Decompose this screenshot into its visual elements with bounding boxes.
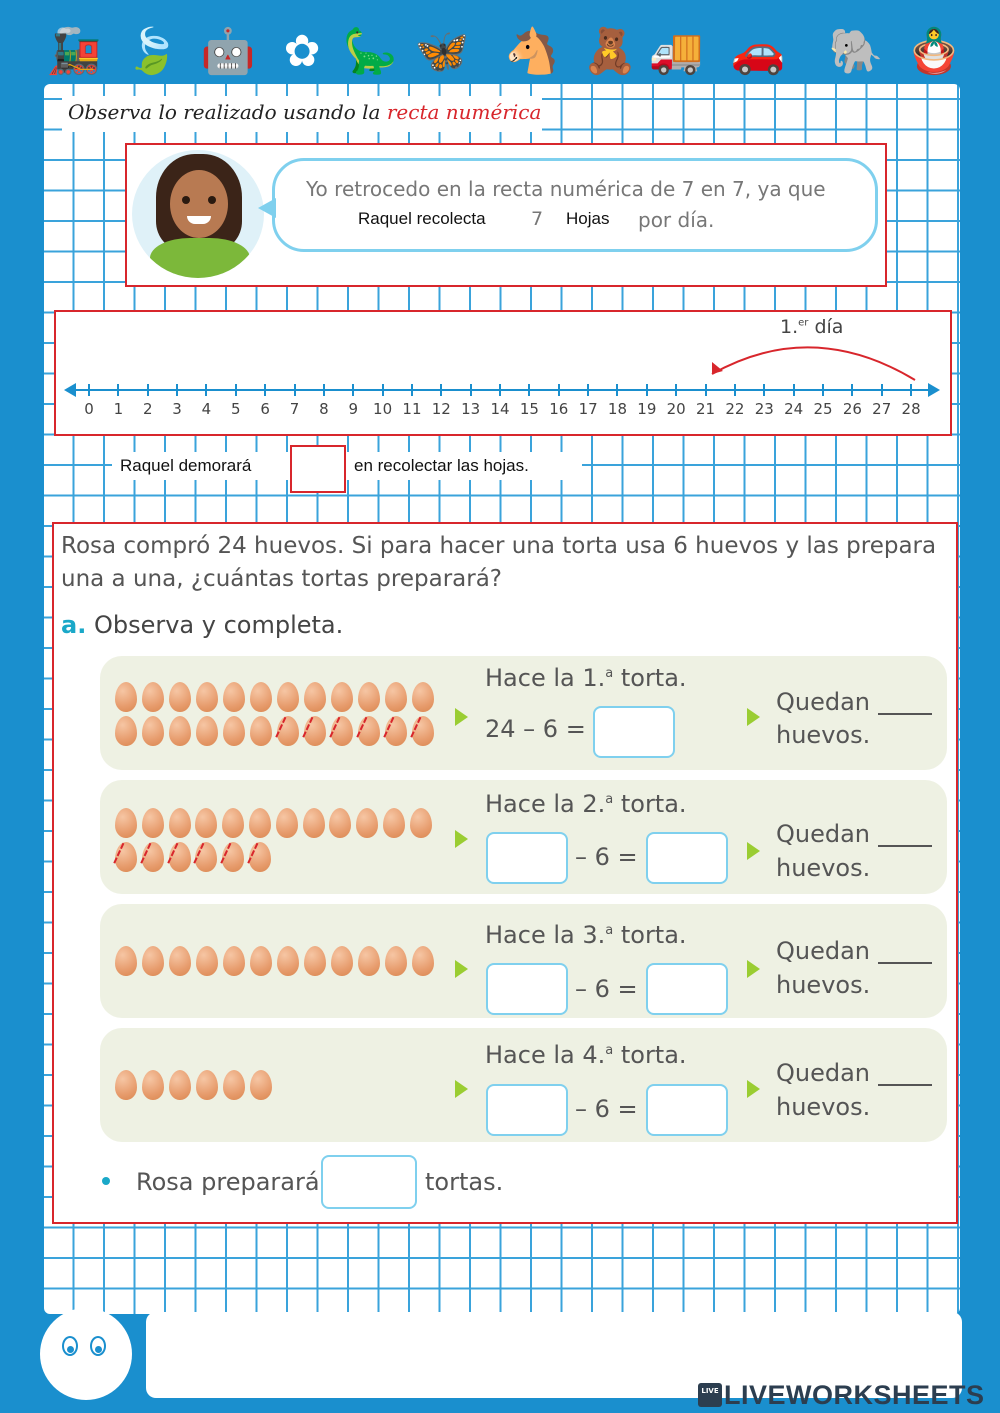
problem-statement-2: una a una, ¿cuántas tortas preparará? [61, 566, 502, 592]
jump-label: 1.$^{er}$ día [780, 316, 844, 338]
number-line-tick [264, 384, 266, 396]
crossed-egg [304, 716, 326, 746]
number-line-label: 1 [113, 400, 124, 418]
number-line-tick [470, 384, 472, 396]
row1-arrow2-icon [747, 708, 760, 726]
crossed-egg [331, 716, 353, 746]
girl-avatar [132, 150, 264, 278]
row4-first-input[interactable] [486, 1084, 568, 1136]
number-line-label: 18 [607, 400, 628, 418]
row2-operator: – 6 = [575, 843, 638, 871]
number-line-label: 0 [84, 400, 94, 418]
egg [196, 946, 218, 976]
number-line-label: 11 [402, 400, 422, 418]
egg [142, 682, 164, 712]
number-line-label: 26 [842, 400, 862, 418]
egg [169, 682, 191, 712]
number-line-label: 24 [784, 400, 804, 418]
number-line-tick [587, 384, 589, 396]
number-line-tick [235, 384, 237, 396]
egg [115, 682, 137, 712]
row3-arrow1-icon [455, 960, 468, 978]
number-line-tick [646, 384, 648, 396]
number-line-label: 13 [461, 400, 481, 418]
egg [249, 808, 271, 838]
number-line-tick [352, 384, 354, 396]
elephant-icon: 🐘 [828, 26, 884, 77]
speech-unit[interactable]: Hojas [566, 209, 610, 228]
row3-result-input[interactable] [646, 963, 728, 1015]
problem-statement-1: Rosa compró 24 huevos. Si para hacer una torta usa 6 huevos y las prepara [61, 533, 937, 559]
row1-huevos: huevos. [776, 721, 871, 749]
raquel-answer-box[interactable] [290, 445, 346, 493]
flower-icon: ✿ [283, 26, 321, 77]
row2-quedan: Quedan [776, 820, 871, 848]
row3-label: Hace la 3.$^a$ torta. [485, 921, 687, 949]
row1-equation: 24 – 6 = [485, 715, 586, 743]
egg [169, 1070, 191, 1100]
number-line-tick [675, 384, 677, 396]
left-arrow-icon [64, 383, 76, 397]
egg [356, 808, 378, 838]
crossed-egg [249, 842, 271, 872]
row1-result-input[interactable] [593, 706, 675, 758]
car-icon: 🚗 [730, 26, 786, 77]
final-before: Rosa preparará [136, 1168, 320, 1196]
dinosaur-icon: 🦕 [342, 26, 398, 77]
crossed-egg [385, 716, 407, 746]
number-line-label: 6 [260, 400, 270, 418]
row2-arrow2-icon [747, 842, 760, 860]
final-answer-input[interactable] [321, 1155, 417, 1209]
number-line-tick [88, 384, 90, 396]
speech-name-text: Raquel recolecta [358, 209, 486, 228]
row2-label: Hace la 2.$^a$ torta. [485, 790, 687, 818]
egg [410, 808, 432, 838]
row1-blank-line[interactable] [878, 713, 932, 715]
egg [304, 946, 326, 976]
row2-first-input[interactable] [486, 832, 568, 884]
egg [276, 808, 298, 838]
jump-arc-path [712, 347, 915, 380]
egg [277, 682, 299, 712]
number-line-tick [323, 384, 325, 396]
crossed-egg [115, 842, 137, 872]
crossed-egg [222, 842, 244, 872]
number-line-label: 25 [813, 400, 833, 418]
egg [304, 682, 326, 712]
number-line-label: 19 [637, 400, 657, 418]
egg [115, 808, 137, 838]
number-line-tick [294, 384, 296, 396]
number-line-tick [558, 384, 560, 396]
bubble-tail [258, 198, 276, 218]
number-line-tick [411, 384, 413, 396]
speech-line1: Yo retrocedo en la recta numérica de 7 en 7, ya que [306, 177, 826, 201]
row3-quedan: Quedan [776, 937, 871, 965]
row3-arrow2-icon [747, 960, 760, 978]
number-line-label: 8 [319, 400, 329, 418]
egg [358, 682, 380, 712]
row1-label: Hace la 1.$^a$ torta. [485, 664, 687, 692]
egg [223, 1070, 245, 1100]
teddy-bear-icon: 🧸 [582, 26, 638, 77]
number-line-label: 16 [549, 400, 569, 418]
row2-blank-line[interactable] [878, 845, 932, 847]
number-line-label: 9 [348, 400, 358, 418]
crossed-egg [169, 842, 191, 872]
egg [142, 808, 164, 838]
egg [222, 808, 244, 838]
raquel-before: Raquel demorará [120, 456, 252, 475]
row4-result-input[interactable] [646, 1084, 728, 1136]
crossed-egg [412, 716, 434, 746]
row3-operator: – 6 = [575, 975, 638, 1003]
egg [383, 808, 405, 838]
number-line-label: 5 [231, 400, 241, 418]
egg [142, 946, 164, 976]
row4-operator: – 6 = [575, 1095, 638, 1123]
egg [169, 946, 191, 976]
crossed-egg [142, 842, 164, 872]
speech-bubble [272, 158, 878, 252]
row4-blank-line[interactable] [878, 1084, 932, 1086]
number-line-label: 22 [725, 400, 745, 418]
crossed-egg [358, 716, 380, 746]
row4-quedan: Quedan [776, 1059, 871, 1087]
mascot-face [40, 1308, 132, 1400]
row2-arrow1-icon [455, 830, 468, 848]
row4-arrow2-icon [747, 1080, 760, 1098]
egg [115, 946, 137, 976]
row2-result-input[interactable] [646, 832, 728, 884]
number-line-tick [205, 384, 207, 396]
number-line-label: 4 [201, 400, 212, 418]
number-line-label: 7 [289, 400, 300, 418]
egg [115, 716, 137, 746]
butterfly-icon: 🦋 [414, 26, 470, 77]
egg [412, 682, 434, 712]
truck-icon: 🚚 [648, 26, 704, 77]
egg [250, 1070, 272, 1100]
train-icon: 🚂 [46, 26, 102, 77]
egg [196, 1070, 218, 1100]
intro-highlight: recta numérica [386, 100, 542, 124]
row3-blank-line[interactable] [878, 962, 932, 964]
number-line-label: 20 [666, 400, 686, 418]
horse-icon: 🐴 [504, 26, 560, 77]
speech-number[interactable]: 7 [531, 208, 544, 230]
egg [223, 946, 245, 976]
egg [331, 946, 353, 976]
number-line-tick [176, 384, 178, 396]
egg [196, 716, 218, 746]
number-line-label: 2 [142, 400, 153, 418]
egg [196, 682, 218, 712]
number-line-tick [147, 384, 149, 396]
number-line-label: 17 [578, 400, 598, 418]
row3-first-input[interactable] [486, 963, 568, 1015]
row2-huevos: huevos. [776, 854, 871, 882]
number-line-label: 12 [431, 400, 451, 418]
egg [385, 682, 407, 712]
number-line-tick [440, 384, 442, 396]
part-a-heading: a. Observa y completa. [61, 611, 344, 639]
number-line-label: 23 [754, 400, 774, 418]
number-line-label: 3 [172, 400, 182, 418]
egg [223, 682, 245, 712]
doll-icon: 🪆 [906, 26, 962, 77]
row4-arrow1-icon [455, 1080, 468, 1098]
egg [385, 946, 407, 976]
row3-huevos: huevos. [776, 971, 871, 999]
robot-icon: 🤖 [200, 26, 256, 77]
speech-suffix: por día. [638, 208, 715, 232]
egg [142, 1070, 164, 1100]
bullet-icon [102, 1177, 110, 1185]
number-line-label: 15 [519, 400, 539, 418]
number-line-tick [499, 384, 501, 396]
liveworksheets-logo[interactable] [698, 1380, 985, 1410]
final-after: tortas. [425, 1168, 504, 1196]
egg [250, 946, 272, 976]
row1-quedan: Quedan [776, 688, 871, 716]
egg [250, 716, 272, 746]
row1-arrow1-icon [455, 708, 468, 726]
number-line-tick [528, 384, 530, 396]
egg [250, 682, 272, 712]
egg [412, 946, 434, 976]
egg [169, 716, 191, 746]
number-line-label: 21 [696, 400, 716, 418]
row4-label: Hace la 4.$^a$ torta. [485, 1041, 687, 1069]
number-line-label: 14 [490, 400, 510, 418]
egg [169, 808, 191, 838]
raquel-after: en recolectar las hojas. [354, 456, 529, 475]
egg [115, 1070, 137, 1100]
number-line-label: 10 [373, 400, 393, 418]
egg [358, 946, 380, 976]
logo-badge: LIVE [698, 1383, 722, 1407]
number-line-tick [117, 384, 119, 396]
number-line-label: 27 [872, 400, 892, 418]
egg [303, 808, 325, 838]
egg [331, 682, 353, 712]
crossed-egg [277, 716, 299, 746]
intro-heading: Observa lo realizado usando la recta numérica [68, 100, 542, 124]
logo-text: LIVEWORKSHEETS [724, 1379, 985, 1410]
number-line-tick [616, 384, 618, 396]
egg [223, 716, 245, 746]
number-line-label: 28 [901, 400, 921, 418]
leaf-icon: 🍃 [124, 26, 180, 77]
row4-huevos: huevos. [776, 1093, 871, 1121]
egg [142, 716, 164, 746]
egg [277, 946, 299, 976]
number-line-tick [382, 384, 384, 396]
jump-arc [690, 330, 930, 390]
